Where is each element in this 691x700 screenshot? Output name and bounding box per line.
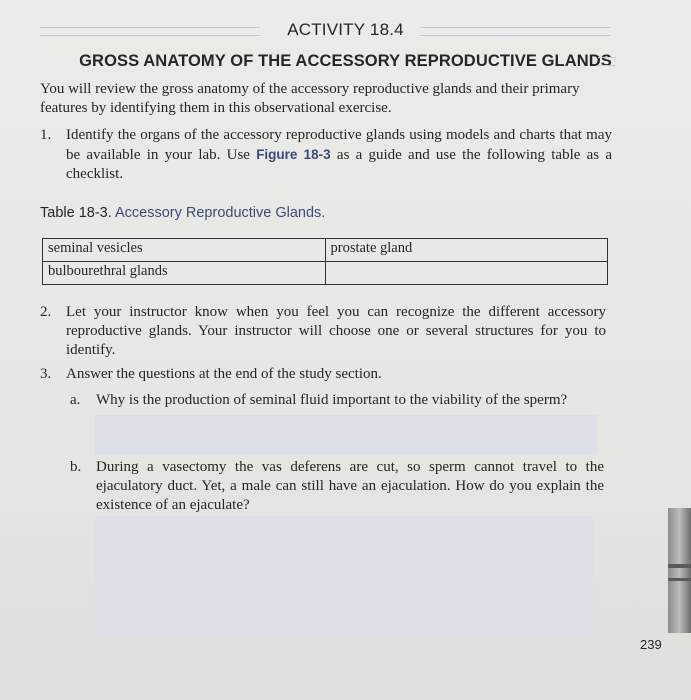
step-text-part: Identify the organs of the accessory reproductive glands using models and charts that may be available in your lab. Use: [66, 127, 612, 163]
section-rule: [598, 57, 616, 66]
step-text: [66, 126, 612, 184]
step-number: 1.: [40, 127, 52, 143]
answer-box-b[interactable]: [95, 516, 593, 636]
table-caption-label: Table 18-3.: [40, 205, 112, 221]
step-text: Answer the questions at the end of the study section.: [66, 366, 382, 382]
step-text-part: as a guide and use the following table as a checklist.: [66, 147, 612, 182]
section-title: GROSS ANATOMY OF THE ACCESSORY REPRODUCTIVE GLANDS: [79, 52, 612, 70]
step-number: 2.: [40, 304, 52, 320]
table-cell: seminal vesicles: [43, 239, 326, 262]
edge-stripe: [668, 578, 691, 581]
table-cell: [325, 262, 608, 285]
edge-stripe: [668, 564, 691, 568]
page-edge-tab: [668, 508, 691, 633]
page-number: 239: [640, 637, 662, 652]
answer-box-a[interactable]: [95, 415, 597, 455]
table-caption: [40, 205, 325, 221]
checklist-table: [42, 238, 608, 285]
table-caption-name: Accessory Reproductive Glands.: [114, 205, 326, 221]
figure-reference: Figure 18-3: [256, 147, 331, 162]
question-text: Why is the production of seminal fluid important to the viability of the sperm?: [96, 392, 568, 408]
activity-label: ACTIVITY 18.4: [287, 20, 404, 39]
table-cell: bulbourethral glands: [43, 262, 326, 285]
step-number: 3.: [40, 366, 52, 382]
table-cell: prostate gland: [325, 239, 608, 262]
table-row: [43, 239, 608, 262]
title-rule-right: [420, 27, 610, 36]
intro-paragraph: You will review the gross anatomy of the accessory reproductive glands and their primary features by identifying them in this observational exercise.: [40, 81, 580, 116]
question-letter: a.: [70, 392, 81, 408]
table-row: [43, 262, 608, 285]
question-text: During a vasectomy the vas deferens are cut, so sperm cannot travel to the ejaculatory duct. Yet, a male can still have an ejaculation. How do you explain the existence of an ejaculate?: [96, 459, 604, 513]
question-letter: b.: [70, 459, 82, 475]
step-text: Let your instructor know when you feel you can recognize the different accessory reproductive glands. Your instructor will choose one or several structures for you to identify.: [66, 304, 606, 358]
